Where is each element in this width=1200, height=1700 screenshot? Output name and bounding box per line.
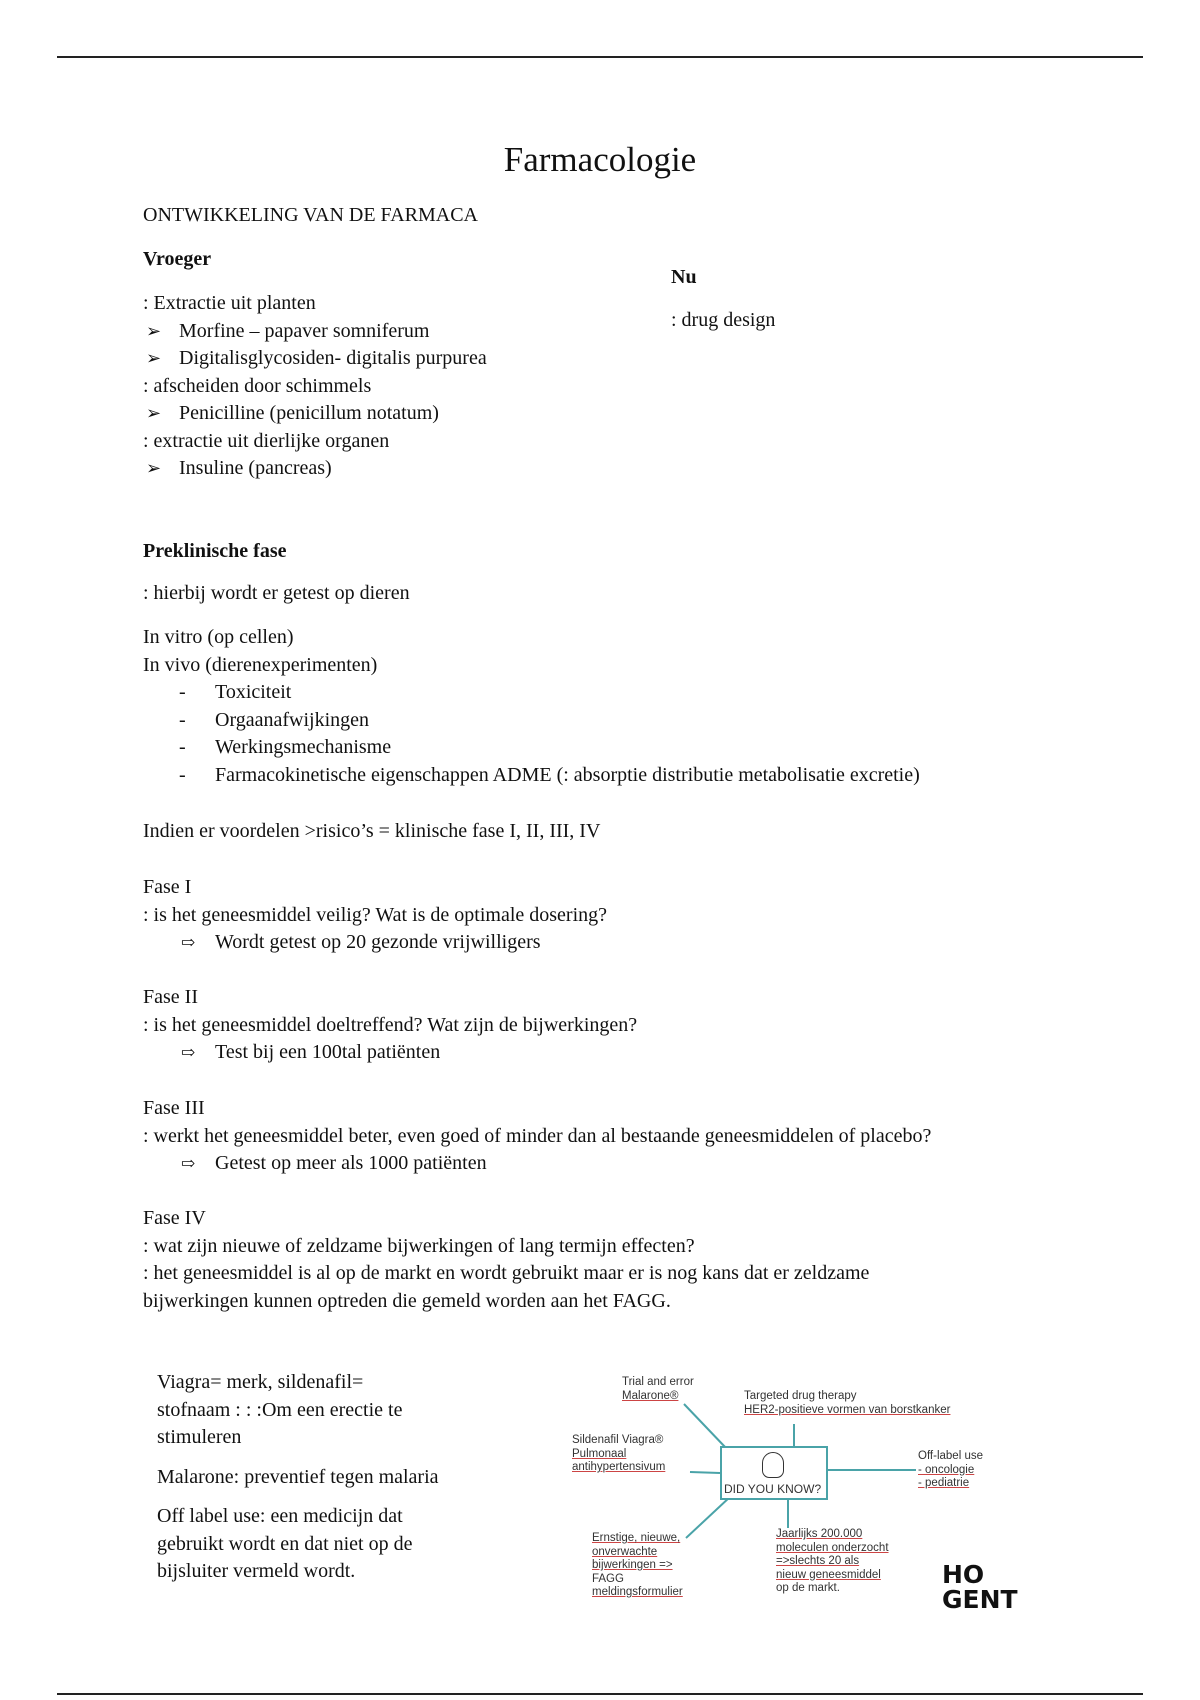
dash-bullet: - [179,681,186,703]
arrow-bullet-icon: ➢ [146,458,162,478]
in-vivo: In vivo (dierenexperimenten) [143,653,378,676]
arrow-right-icon: ⇨ [181,1154,196,1173]
list-item: - Farmacokinetische eigenschappen ADME (: absorptie distributie metabolisatie excretie) [143,762,920,790]
arrow-right-icon: ⇨ [181,933,196,952]
voordelen-line: Indien er voordelen >risico’s = klinische fase I, II, III, IV [143,820,601,842]
vroeger-list [143,290,487,483]
mm-jaarlijks: Jaarlijks 200.000 moleculen onderzocht =>slechts 20 als nieuw geneesmiddel op de markt. [776,1528,889,1594]
fase-block [143,984,637,1067]
bottom-rule [57,1693,1143,1695]
arrow-bullet-icon: ➢ [146,320,162,341]
arrow-bullet-icon: ➢ [146,348,162,368]
list-item: - Toxiciteit [143,679,920,707]
did-you-know-mindmap [566,1368,1036,1611]
notes-block [157,1369,439,1586]
fase-question: : is het geneesmiddel doeltreffend? Wat zijn de bijwerkingen? [143,1013,638,1036]
fase-text: : het geneesmiddel is al op de markt en wordt gebruikt maar er is nog kans dat er zeldzame [143,1262,870,1284]
vroeger-bullet: ➢ Penicilline (penicillum notatum) [143,400,487,428]
nu-text: : drug design [671,309,776,331]
center-label: DID YOU KNOW? [724,1482,822,1496]
preklinisch-block [143,624,920,789]
fase-name: Fase II [143,986,198,1008]
offlabel-note: gebruikt wordt en dat niet op de [157,1532,413,1555]
nu-heading: Nu [671,266,697,288]
in-vitro: In vitro (op cellen) [143,626,294,648]
list-item: - Werkingsmechanisme [143,734,920,762]
offlabel-note: Off label use: een medicijn dat [157,1505,403,1527]
mm-ernstige: Ernstige, nieuwe, onverwachte bijwerkingen => FAGG meldingsformulier [592,1532,683,1598]
fase-name: Fase III [143,1097,205,1119]
top-rule [57,56,1143,58]
vroeger-line: : Extractie uit planten [143,292,316,314]
center-node [720,1446,828,1500]
viagra-note: Viagra= merk, sildenafil= [157,1371,364,1393]
fase4-block [143,1205,869,1315]
arrow-bullet-icon: ➢ [146,403,162,423]
connector-sildenafil [690,1472,720,1473]
vroeger-line: : extractie uit dierlijke organen [143,429,390,452]
hogent-logo: HO GENT [942,1560,1018,1611]
fase-name: Fase I [143,876,192,898]
connector-ernstige [686,1496,731,1538]
fase-question: : is het geneesmiddel veilig? Wat is de optimale dosering? [143,903,608,926]
mm-trial: Trial and error Malarone® [622,1376,694,1402]
fase-result: ⇨ Wordt getest op 20 gezonde vrijwilligers [143,929,607,957]
arrow-right-icon: ⇨ [181,1043,196,1062]
list-item: - Orgaanafwijkingen [143,707,920,735]
vroeger-bullet: ➢ Insuline (pancreas) [143,455,487,483]
page-title: Farmacologie [503,140,697,179]
fase-block [143,874,607,957]
dash-bullet: - [179,763,186,786]
vroeger-bullet: ➢ Digitalisglycosiden- digitalis purpurea [143,345,487,373]
viagra-note: stofnaam : : :Om een erectie te [157,1398,403,1421]
dash-bullet: - [179,708,186,731]
vroeger-heading: Vroeger [143,248,212,270]
lightbulb-icon [762,1452,784,1478]
fase-name: Fase IV [143,1207,206,1229]
malarone-note: Malarone: preventief tegen malaria [157,1465,439,1488]
dash-bullet: - [179,736,186,758]
offlabel-note: bijsluiter vermeld wordt. [157,1560,356,1582]
connector-trial [684,1404,726,1448]
section-heading: ONTWIKKELING VAN DE FARMACA [143,204,478,226]
fase-question: : werkt het geneesmiddel beter, even goed of minder dan al bestaande geneesmiddelen of placebo? [143,1124,932,1147]
mm-sildenafil: Sildenafil Viagra® Pulmonaal antihypertensivum [572,1434,666,1473]
fase-result: ⇨ Getest op meer als 1000 patiënten [143,1150,931,1178]
fase-text: bijwerkingen kunnen optreden die gemeld worden aan het FAGG. [143,1289,671,1312]
fase-result: ⇨ Test bij een 100tal patiënten [143,1039,637,1067]
fase-question: : wat zijn nieuwe of zeldzame bijwerkingen of lang termijn effecten? [143,1234,695,1257]
vroeger-bullet: ➢ Morfine – papaver somniferum [143,318,487,346]
preklinisch-intro: : hierbij wordt er getest op dieren [143,582,410,604]
preklinisch-heading: Preklinische fase [143,540,287,562]
mm-targeted: Targeted drug therapy HER2-positieve vormen van borstkanker [744,1390,951,1416]
mm-offlabel: Off-label use - oncologie - pediatrie [918,1450,983,1489]
viagra-note: stimuleren [157,1426,242,1448]
fase-block [143,1095,931,1178]
vroeger-line: : afscheiden door schimmels [143,374,372,397]
